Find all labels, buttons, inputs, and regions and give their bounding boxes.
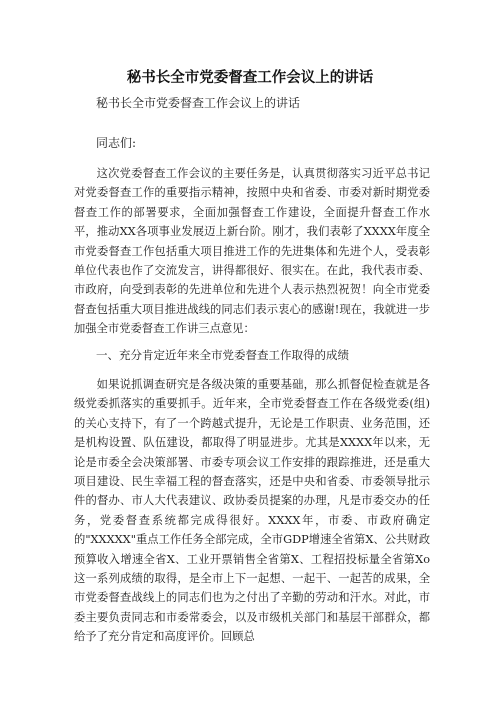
section-heading: 一、充分肯定近年来全市党委督查工作取得的成绩 <box>96 348 349 362</box>
body-paragraph: 如果说抓调查研究是各级决策的重要基础，那么抓督促检查就是各级党委抓落实的重要抓手。近年来，全市党委督查工作在各级党委(组)的关心支持下，有了一个跨越式提升，无论是工作职责、业务范围，还是机构设置、队伍建设，都取得了明显进步。尤其是XXXX年以来，无论是市委全会决策部署、市委专项会议工作安排的跟踪推进，还是重大项目建设、民生幸福工程的督查落实，还是中央和省委、市委领导批示件的督办、市人大代表建议、政协委员提案的办理，凡是市委交办的任务，党委督查系统都完成得很好。XXXX年，市委、市政府确定的"XXXXX"重点工作任务全部完成，全市GDP增速全省第X、公共财政预算收入增速全省X、工业开票销售全省第X、工程招投标量全省第Xo这一系列成绩的取得，是全市上下一起想、一起干、一起苦的成果，全市党委督查战线上的同志们也为之付出了辛勤的劳动和汗水。对此，市委主要负责同志和市委常委会，以及市级机关部门和基层干部群众，都给予了充分肯定和高度评价。回顾总 <box>74 378 430 644</box>
document-subtitle: 秘书长全市党委督查工作会议上的讲话 <box>96 96 301 110</box>
opening-paragraph: 这次党委督查工作会议的主要任务是，认真贯彻落实习近平总书记对党委督查工作的重要指示精神，按照中央和省委、市委对新时期党委督查工作的部署要求，全面加强督查工作建设，全面提升督查工作水平，推动XX各项事业发展迈上新台阶。刚才，我们表彰了XXXX年度全市党委督查工作包括重大项目推进工作的先进集体和先进个人，受表彰单位代表也作了交流发言，讲得都很好、很实在。在此，我代表市委、市政府，向受到表彰的先进单位和先进个人表示热烈祝贺！向全市党委督查包括重大项目推进战线的同志们表示衷心的感谢!现在，我就进一步加强全市党委督查工作讲三点意见： <box>74 167 430 336</box>
salutation: 同志们: <box>96 136 137 150</box>
document-title: 秘书长全市党委督查工作会议上的讲话 <box>126 70 374 86</box>
